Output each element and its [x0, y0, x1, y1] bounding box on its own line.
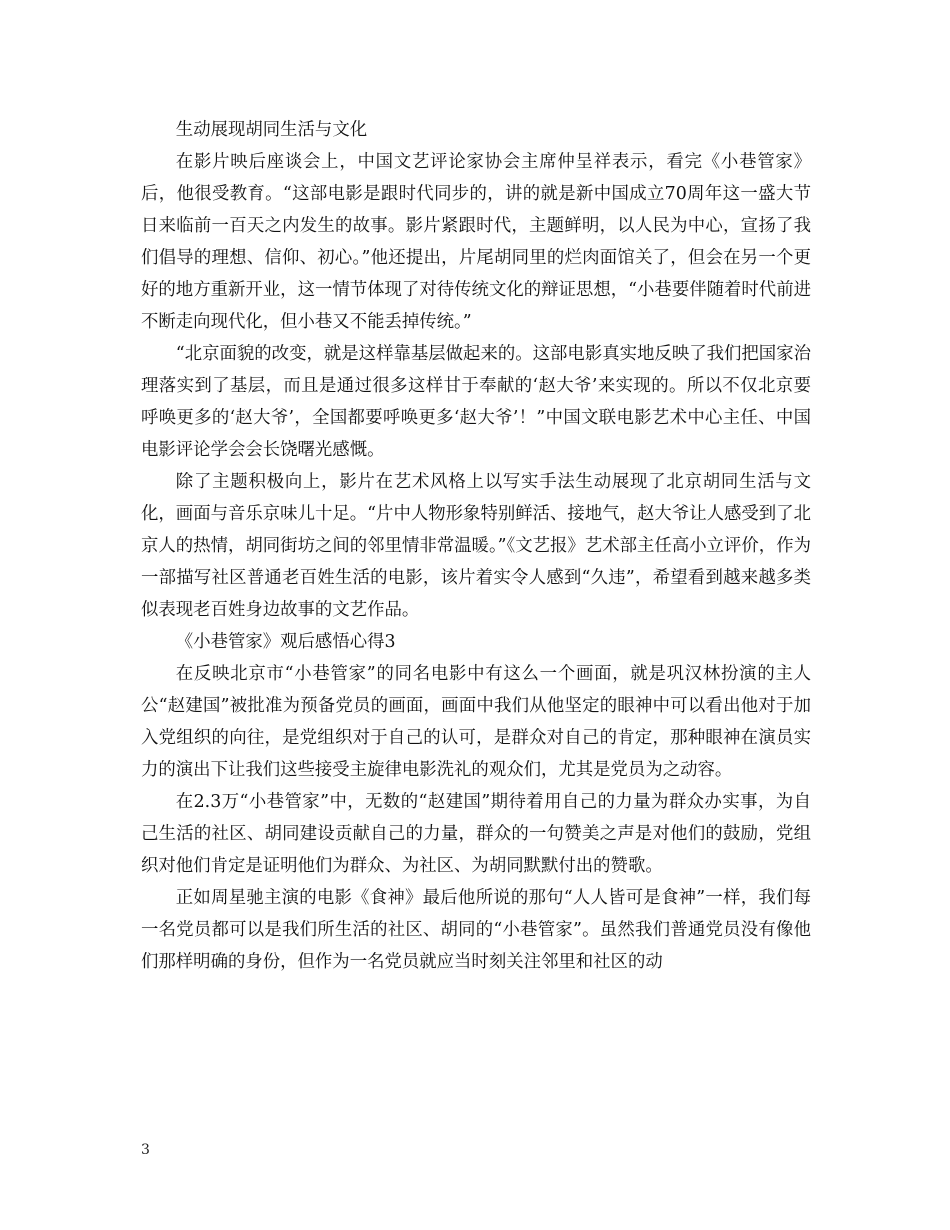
document-body [141, 114, 811, 978]
body-paragraph: “北京面貌的改变，就是这样靠基层做起来的。这部电影真实地反映了我们把国家治理落实到了基层，而且是通过很多这样甘于奉献的‘赵大爷’来实现的。所以不仅北京要呼唤更多的‘赵大爷’，全国都要呼唤更多‘赵大爷’！”中国文联电影艺术中心主任、中国电影评论学会会长饶曙光感慨。 [141, 344, 811, 460]
body-paragraph: 在影片映后座谈会上，中国文艺评论家协会主席仲呈祥表示，看完《小巷管家》后，他很受教育。“这部电影是跟时代同步的，讲的就是新中国成立70周年这一盛大节日来临前一百天之内发生的故事。影片紧跟时代，主题鲜明，以人民为中心，宣扬了我们倡导的理想、信仰、初心。”他还提出，片尾胡同里的烂肉面馆关了，但会在另一个更好的地方重新开业，这一情节体现了对待传统文化的辩证思想，“小巷要伴随着时代前进不断走向现代化，但小巷又不能丢掉传统。” [141, 152, 811, 332]
body-paragraph: 除了主题积极向上，影片在艺术风格上以写实手法生动展现了北京胡同生活与文化，画面与音乐京味儿十足。“片中人物形象特别鲜活、接地气，赵大爷让人感受到了北京人的热情，胡同街坊之间的邻里情非常温暖。”《文艺报》艺术部主任高小立评价，作为一部描写社区普通老百姓生活的电影，该片着实令人感到“久违”，希望看到越来越多类似表现老百姓身边故事的文艺作品。 [141, 472, 811, 620]
body-paragraph: 正如周星驰主演的电影《食神》最后他所说的那句“人人皆可是食神”一样，我们每一名党员都可以是我们所生活的社区、胡同的“小巷管家”。虽然我们普通党员没有像他们那样明确的身份，但作为一名党员就应当时刻关注邻里和社区的动 [141, 888, 811, 972]
section-heading: 生动展现胡同生活与文化 [175, 120, 368, 140]
body-paragraph: 在反映北京市“小巷管家”的同名电影中有这么一个画面，就是巩汉林扮演的主人公“赵建国”被批准为预备党员的画面，画面中我们从他坚定的眼神中可以看出他对于加入党组织的向往，是党组织对于自己的认可，是群众对自己的肯定，那种眼神在演员实力的演出下让我们这些接受主旋律电影洗礼的观众们，尤其是党员为之动容。 [141, 664, 811, 780]
section-heading: 《小巷管家》观后感悟心得3 [175, 632, 396, 652]
body-paragraph: 在2.3万“小巷管家”中，无数的“赵建国”期待着用自己的力量为群众办实事，为自己生活的社区、胡同建设贡献自己的力量，群众的一句赞美之声是对他们的鼓励，党组织对他们肯定是证明他们为群众、为社区、为胡同默默付出的赞歌。 [141, 792, 811, 876]
page-number: 3 [141, 1142, 150, 1158]
